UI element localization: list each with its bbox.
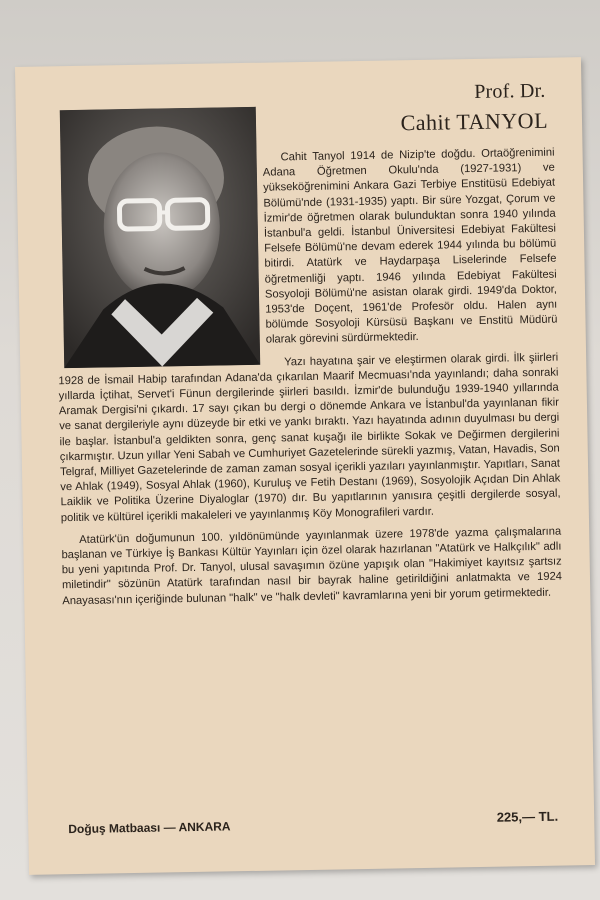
publisher-label: Doğuş Matbaası — ANKARA	[68, 819, 231, 837]
book-back-cover	[15, 57, 595, 875]
author-title: Prof. Dr.	[474, 79, 546, 103]
author-photo	[60, 107, 260, 368]
author-name: Cahit TANYOL	[400, 107, 549, 136]
bio-paragraph-2: Yazı hayatına şair ve eleştirmen olarak girdi. İlk şiirleri 1928 de İsmail Habip tarafından Adana'da çıkarılan Maarif Mecmuası'nda yayınlandı; daha sonraki yıllarda İçtihat, Servet'i Fünun dergilerinde şiirleri basıldı. İzmir'de bulunduğu 1939-1940 yıllarında Aramak Dergisi'ni çıkardı. 17 sayı çıkan bu dergi o dönemde Ankara ve İstanbul'da yayınlanan fikir ve sanat dergileriyle aynı düzeyde bir etki ve yankı bıraktı. Yazı hayatında adının duyulması bu dergi ile başlar. İstanbul'a geldikten sonra, genç sanat kuşağı ile birlikte Sokak ve Değirmen dergilerini çıkarmıştır. Uzun yıllar Yeni Sabah ve Cumhuriyet Gazetelerinde sürekli yazmış, Vatan, Havadis, Son Telgraf, Milliyet Gazetelerinde de zaman zaman sosyal içerikli yazıları yayınlanmıştır. Yapıtları, Sanat ve Ahlak (1949), Sosyal Ahlak (1960), Kuruluş ve Fetih Destanı (1969), Sosyolojik Açıdan Din Ahlak Laiklik ve Politika Üzerine Diyaloglar (1970) dır. Bu yapıtlarının yanısıra çeşitli dergilerde sosyal, politik ve kültürel içerikli makaleleri ve yayınlanmış Köy Monografileri vardır.	[58, 351, 561, 524]
bio-paragraph-3: Atatürk'ün doğumunun 100. yıldönümünde yayınlanmak üzere 1978'de yazma çalışmalarına başlanan ve Türkiye İş Bankası Kültür Yayınları için özel olarak hazırlanan "Atatürk ve Halkçılık" adlı bu yeni yapıtında Prof. Dr. Tanyol, ulusal savaşımın özüne yapışık olan "Hakimiyet kayıtsız şartsız miletindir" sözünün Atatürk tarafından nasıl bir bayrak haline getirildiğini anlatmakta ve 1924 Anayasası'nın içeriğinde bulunan "halk" ve "halk devleti" kavramlarına yeni bir yorum getirmektedir.	[61, 525, 563, 607]
bio-paragraph-1: Cahit Tanyol 1914 de Nizip'te doğdu. Ortaöğrenimini Adana Öğretmen Okulu'nda (1927-1931) ve yükseköğrenimini Ankara Gazi Terbiye Enstitüsü Edebiyat Bölümü'nde (1931-1935) yaptı. Bir süre Yozgat, Çorum ve İzmir'de öğretmen olarak bulunduktan sonra 1940 yılında İstanbul'a geldi. İstanbul Üniversitesi Edebiyat Fakültesi Felsefe Bölümü'ne devam ederek 1944 yılında bu bölümü bitirdi. Atatürk ve Haydarpaşa Liselerinde Felsefe öğretmenliği yaptı. 1946 yılında Edebiyat Fakültesi Sosyoloji Bölümü'ne asistan olarak girdi. 1949'da Doktor, 1953'de Doçent, 1961'de Profesör oldu. Halen aynı bölümde Sosyoloji Kürsüsü Başkanı ve Enstitü Müdürü olarak görevini sürdürmektedir.	[262, 146, 558, 347]
price-label: 225,— TL.	[496, 808, 559, 825]
author-portrait-icon	[60, 107, 260, 368]
